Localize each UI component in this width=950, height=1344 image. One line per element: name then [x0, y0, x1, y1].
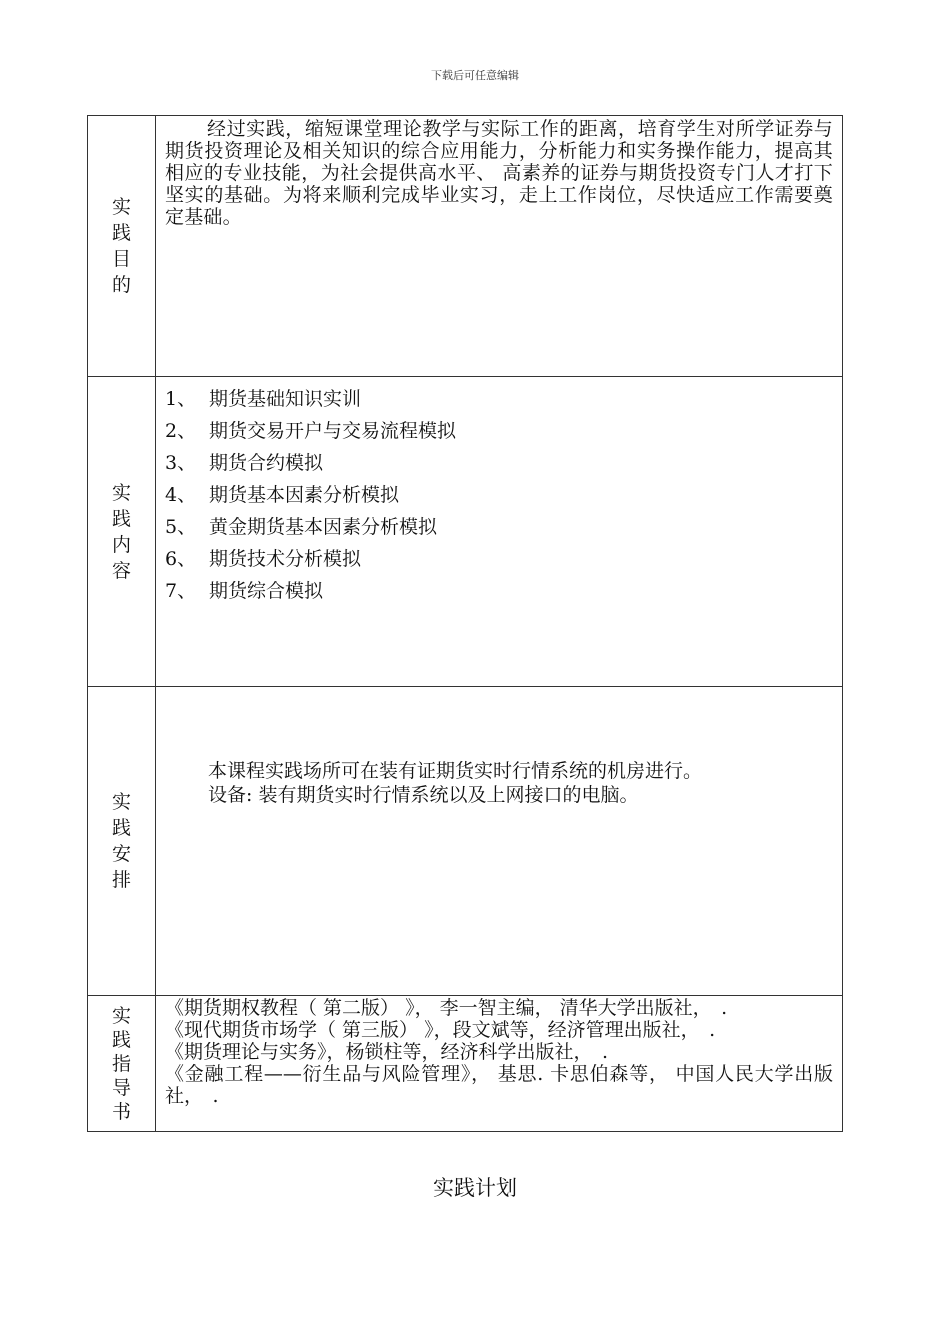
content-row — [88, 377, 843, 687]
arrangement-text — [156, 687, 842, 807]
references-content — [156, 996, 843, 1132]
purpose-label — [88, 116, 156, 377]
label-char: 践 — [111, 1028, 131, 1051]
content-list-cell — [156, 377, 843, 687]
references-label — [88, 996, 156, 1132]
label-char: 指 — [111, 1052, 131, 1075]
list-item — [165, 575, 842, 607]
content-label — [88, 377, 156, 687]
references-row — [88, 996, 843, 1132]
reference-item: 《现代期货市场学（ 第三版） 》，段文斌等，经济管理出版社， . — [165, 1019, 716, 1041]
label-char: 排 — [111, 869, 131, 891]
arrangement-row — [88, 687, 843, 996]
list-item — [165, 543, 842, 575]
label-char: 目 — [111, 248, 131, 270]
label-char: 导 — [111, 1076, 131, 1099]
label-char: 安 — [111, 843, 131, 865]
section-title: 实践计划 — [433, 1176, 517, 1200]
label-char: 践 — [111, 222, 131, 244]
reference-item: 《期货期权教程（ 第二版） 》， 李一智主编， 清华大学出版社， . — [165, 997, 728, 1019]
purpose-content — [156, 116, 843, 377]
item-text: 期货技术分析模拟 — [209, 548, 362, 570]
arrangement-line: 设备: 装有期货实时行情系统以及上网接口的电脑。 — [208, 784, 639, 806]
label-char: 实 — [111, 196, 131, 218]
header-note: 下载后可任意编辑 — [431, 69, 519, 82]
item-number: 7、 — [165, 580, 197, 602]
item-text: 期货基本因素分析模拟 — [209, 484, 400, 506]
arrangement-line: 本课程实践场所可在装有证期货实时行情系统的机房进行。 — [208, 760, 703, 782]
label-char: 践 — [111, 507, 131, 530]
reference-item: 《期货理论与实务》，杨锁柱等，经济科学出版社， . — [165, 1041, 609, 1063]
label-char: 实 — [111, 1004, 131, 1027]
list-item — [165, 479, 842, 511]
list-item — [165, 383, 842, 415]
label-char: 的 — [111, 274, 131, 296]
practice-table — [87, 115, 843, 1132]
item-number: 6、 — [165, 548, 197, 570]
list-item — [165, 447, 842, 479]
label-char: 内 — [111, 533, 131, 556]
label-char: 书 — [111, 1100, 131, 1123]
label-char: 容 — [111, 559, 131, 582]
item-number: 1、 — [165, 388, 197, 410]
item-text: 期货合约模拟 — [209, 452, 324, 474]
item-number: 5、 — [165, 516, 197, 538]
arrangement-label — [88, 687, 156, 996]
item-number: 2、 — [165, 420, 197, 442]
label-char: 践 — [111, 817, 131, 839]
list-item — [165, 415, 842, 447]
label-char: 实 — [111, 791, 131, 813]
purpose-row — [88, 116, 843, 377]
item-text: 期货基础知识实训 — [209, 388, 362, 410]
item-text: 黄金期货基本因素分析模拟 — [209, 516, 438, 538]
arrangement-content — [156, 687, 843, 996]
reference-item: 《金融工程——衍生品与风险管理》， 基思. 卡思伯森等， 中国人民大学出版社， . — [165, 1063, 833, 1107]
purpose-text: 经过实践，缩短课堂理论教学与实际工作的距离，培育学生对所学证券与期货投资理论及相关知识的综合应用能力，分析能力和实务操作能力，提高其相应的专业技能，为社会提供高水平、 高素养的证券与期货投资专门人才打下坚实的基础。为将来顺利完成毕业实习，走上工作岗位，尽快适应工作需要奠定基础。 — [165, 118, 833, 228]
item-text: 期货交易开户与交易流程模拟 — [209, 420, 457, 442]
item-text: 期货综合模拟 — [209, 580, 324, 602]
list-item — [165, 511, 842, 543]
references-list — [156, 996, 842, 1107]
content-list — [156, 377, 842, 607]
item-number: 4、 — [165, 484, 197, 506]
label-char: 实 — [111, 481, 131, 504]
item-number: 3、 — [165, 452, 197, 474]
